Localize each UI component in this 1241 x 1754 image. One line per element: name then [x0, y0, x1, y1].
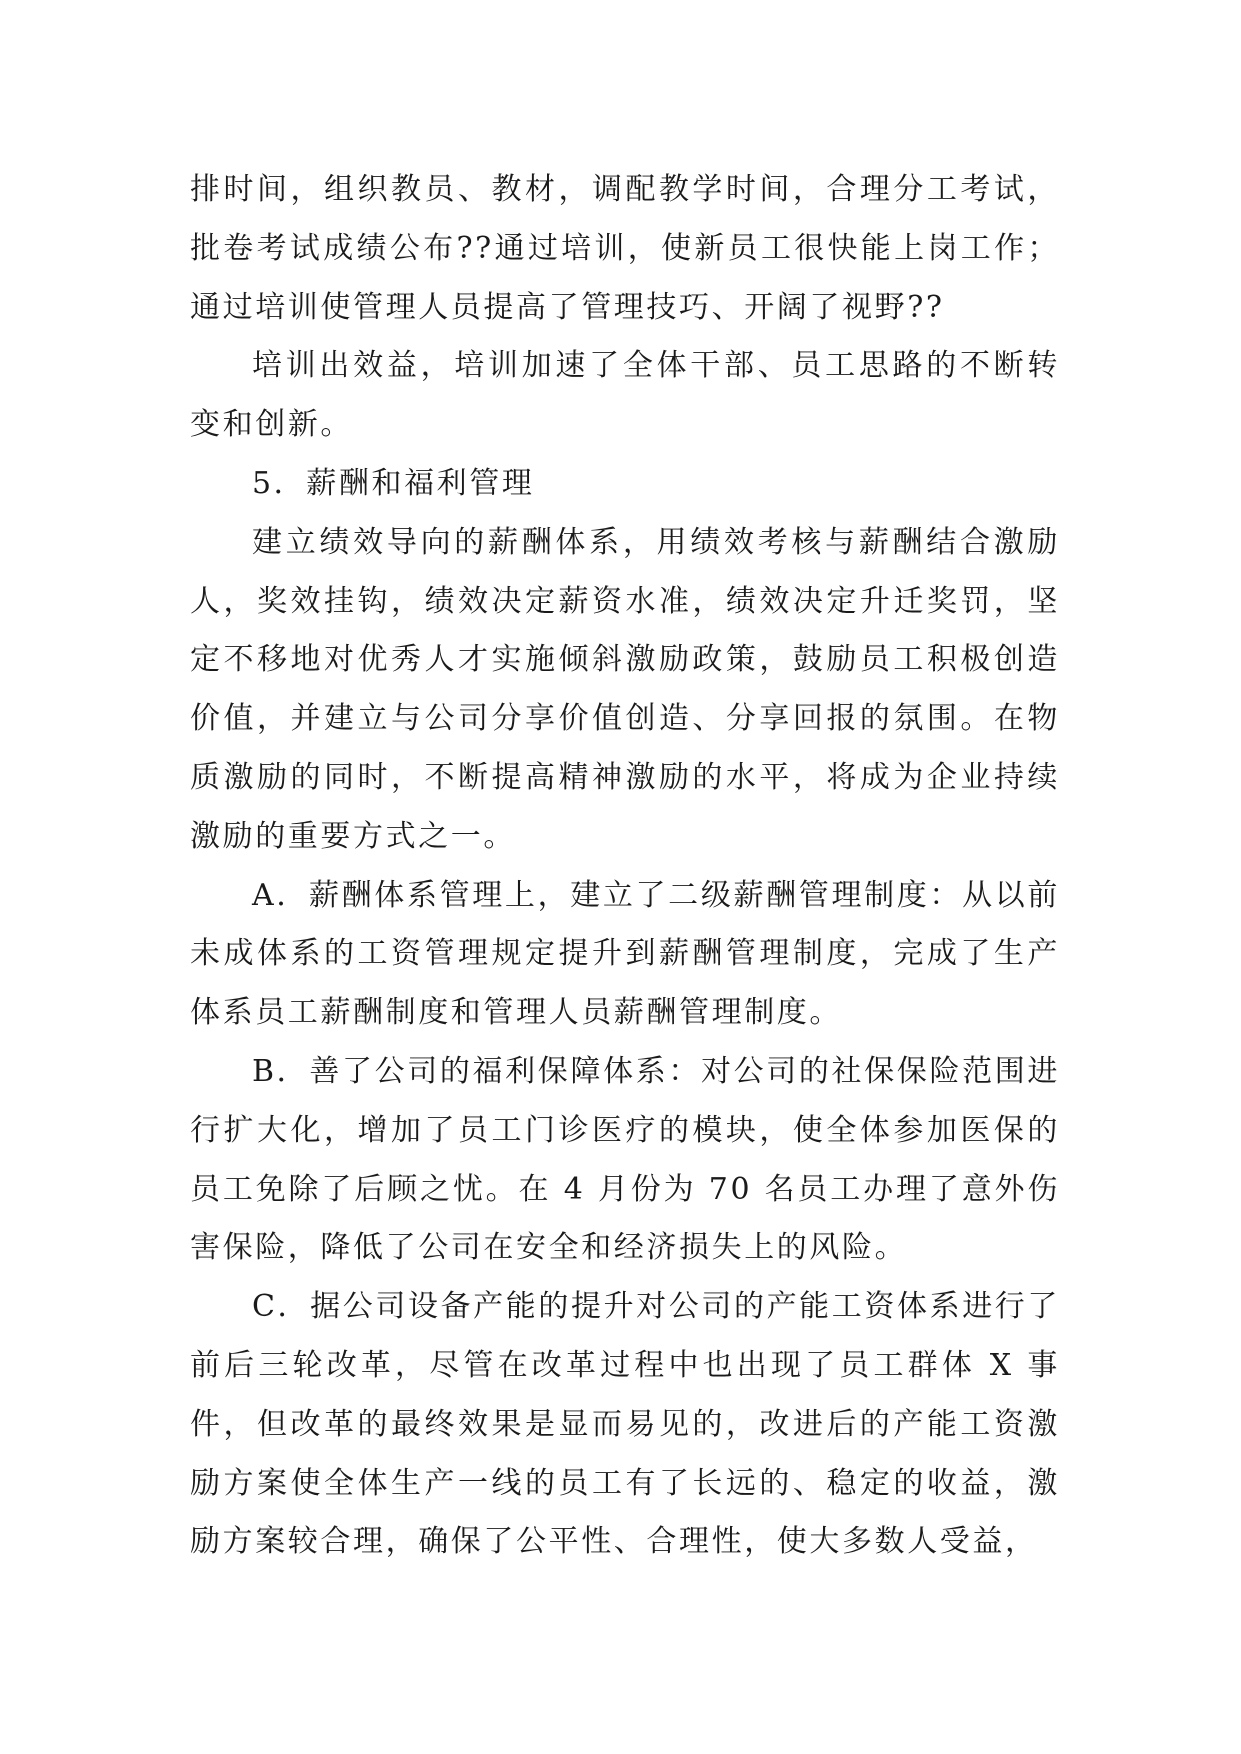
paragraph-item-a: A．薪酬体系管理上，建立了二级薪酬管理制度：从以前未成体系的工资管理规定提升到薪酬管理制度，完成了生产体系员工薪酬制度和管理人员薪酬管理制度。	[190, 877, 1060, 1031]
paragraph-training-arrangement: 排时间，组织教员、教材，调配教学时间，合理分工考试，批卷考试成绩公布??通过培训，使新员工很快能上岗工作；通过培训使管理人员提高了管理技巧、开阔了视野??	[190, 172, 1060, 325]
paragraph-item-c: C．据公司设备产能的提升对公司的产能工资体系进行了前后三轮改革，尽管在改革过程中也出现了员工群体 X 事件，但改革的最终效果是显而易见的，改进后的产能工资激励方案使全体生产一线的员工有了长远的、稳定的收益，激励方案较合理，确保了公平性、合理性，使大多数人受益，	[190, 1289, 1060, 1560]
paragraph-performance-pay: 建立绩效导向的薪酬体系，用绩效考核与薪酬结合激励人，奖效挂钩，绩效决定薪资水准，绩效决定升迁奖罚，坚定不移地对优秀人才实施倾斜激励政策，鼓励员工积极创造价值，并建立与公司分享价值创造、分享回报的氛围。在物质激励的同时，不断提高精神激励的水平，将成为企业持续激励的重要方式之一。	[190, 524, 1060, 854]
document-body	[190, 161, 1060, 1572]
paragraph-training-benefit: 培训出效益，培训加速了全体干部、员工思路的不断转变和创新。	[190, 348, 1060, 443]
section-heading-compensation: 5．薪酬和福利管理	[252, 465, 535, 501]
paragraph-item-b: B．善了公司的福利保障体系：对公司的社保保险范围进行扩大化，增加了员工门诊医疗的模块，使全体参加医保的员工免除了后顾之忧。在 4 月份为 70 名员工办理了意外伤害保险，降低了公司在安全和经济损失上的风险。	[190, 1053, 1060, 1266]
